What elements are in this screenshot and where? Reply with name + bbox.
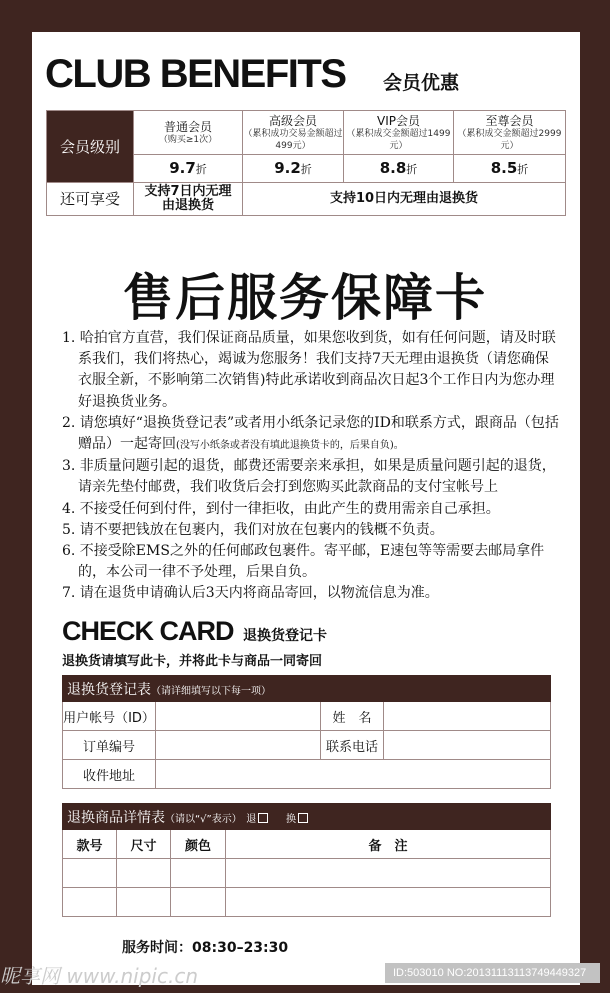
rule-item: 1. 哈拍官方直营，我们保证商品质量，如果您收到货，如有任何问题，请及时联系我们，我们将热心，竭诚为您服务！我们支持7天无理由退换货（请您确保衣服全新，不影响第二次销售)特此承诺收到商品次日起3个工作日内为您办理好退换货业务。 <box>62 330 556 410</box>
name-field[interactable] <box>384 702 551 731</box>
col-color: 颜色 <box>171 830 226 859</box>
rules-list <box>62 328 562 605</box>
tier-vip: VIP会员 （累积成交金额超过1499元） <box>344 111 454 155</box>
tier-senior: 高级会员 （累积成功交易金额超过499元） <box>243 111 344 155</box>
club-benefits-title: CLUB BENEFITS <box>45 52 346 96</box>
register-form-header: 退换货登记表（请详细填写以下每一项） <box>63 676 551 702</box>
table-row <box>63 859 551 888</box>
watermark-logo: 昵享网 www.nipic.cn <box>0 964 199 988</box>
extra-basic: 支持7日内无理由退换货 <box>134 183 243 216</box>
rule-item: 4. 不接受任何到付件，到付一律拒收，由此产生的费用需亲自己承担。 <box>62 500 500 517</box>
rule-item: 3. 非质量问题引起的退货，邮费还需要亲来承担，如果是质量问题引起的退货，请亲先垫付邮费，我们收货后会打到您购买此款商品的支付宝帐号上 <box>62 458 556 496</box>
user-id-label: 用户帐号（ID） <box>63 702 156 731</box>
discount-senior: 9.2折 <box>243 155 344 183</box>
rule-item: 7. 请在退货申请确认后3天内将商品寄回，以物流信息为准。 <box>62 585 439 602</box>
discount-supreme: 8.5折 <box>454 155 566 183</box>
discount-basic: 9.7折 <box>134 155 243 183</box>
check-card-title: CHECK CARD <box>62 616 234 646</box>
rule-item: 5. 请不要把钱放在包裹内，我们对放在包裹内的钱概不负责。 <box>62 521 444 538</box>
rule-item: 6. 不接受除EMS之外的任何邮政包裹件。寄平邮，E速包等等需要去邮局拿件的，本公司一律不予处理，后果自负。 <box>62 543 545 581</box>
rule-item: 2. 请您填好“退换货登记表”或者用小纸条记录您的ID和联系方式，跟商品（包括赠品）一起寄回(没写小纸条或者没有填此退换货卡的，后果自负)。 <box>62 414 559 453</box>
card-title: 售后服务保障卡 <box>123 268 487 327</box>
tier-basic: 普通会员 （购买≥1次） <box>134 111 243 155</box>
exchange-checkbox[interactable] <box>298 813 308 823</box>
check-card-subtitle: 退换货请填写此卡，并将此卡与商品一同寄回 <box>62 654 323 669</box>
watermark-id: ID:503010 NO:20131113113749449327 <box>385 963 600 983</box>
phone-field[interactable] <box>384 731 551 760</box>
phone-label: 联系电话 <box>321 731 384 760</box>
detail-form <box>62 803 551 917</box>
col-size: 尺寸 <box>117 830 171 859</box>
table-row <box>63 888 551 917</box>
order-no-label: 订单编号 <box>63 731 156 760</box>
name-label: 姓 名 <box>321 702 384 731</box>
detail-form-header: 退换商品详情表（请以“√”表示） 退 换 <box>63 804 551 830</box>
service-time: 服务时间：08:30–23:30 <box>122 940 289 956</box>
col-style-no: 款号 <box>63 830 117 859</box>
tier-supreme: 至尊会员 （累积成交金额超过2999元） <box>454 111 566 155</box>
rule-note: (没写小纸条或者没有填此退换货卡的，后果自负)。 <box>176 440 404 452</box>
club-benefits-subtitle: 会员优惠 <box>383 72 460 94</box>
user-id-field[interactable] <box>156 702 321 731</box>
col-remarks: 备 注 <box>226 830 551 859</box>
discount-vip: 8.8折 <box>344 155 454 183</box>
check-card-title-cn: 退换货登记卡 <box>243 628 327 644</box>
address-field[interactable] <box>156 760 551 789</box>
extra-others: 支持10日内无理由退换货 <box>243 183 566 216</box>
benefits-table <box>46 110 566 216</box>
register-form <box>62 675 551 789</box>
extra-label: 还可享受 <box>47 183 134 216</box>
member-level-label: 会员级别 <box>47 111 134 183</box>
address-label: 收件地址 <box>63 760 156 789</box>
order-no-field[interactable] <box>156 731 321 760</box>
return-checkbox[interactable] <box>258 813 268 823</box>
